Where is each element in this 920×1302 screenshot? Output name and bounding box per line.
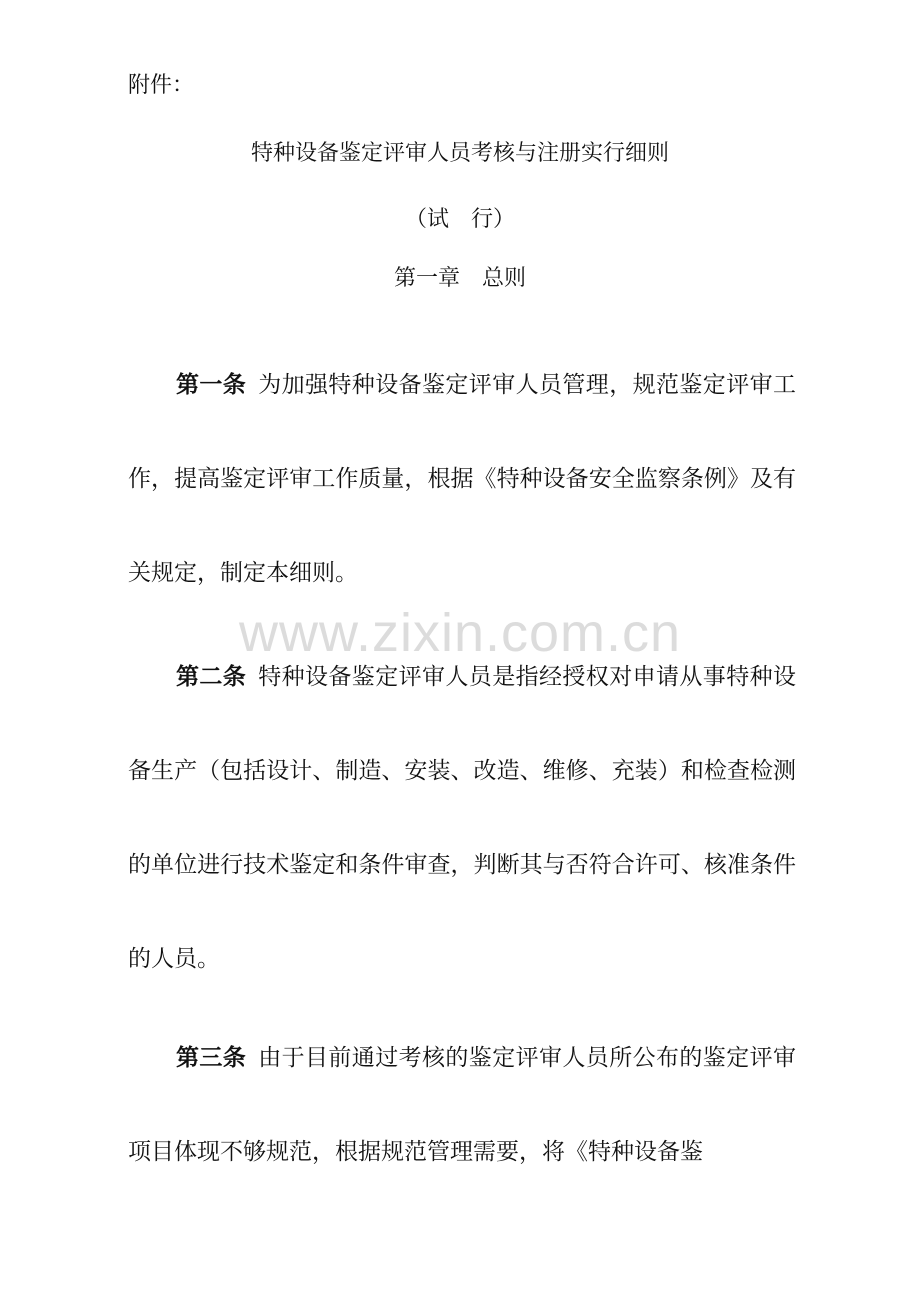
- article-2: [128, 630, 796, 1006]
- article-3: [128, 1011, 796, 1199]
- trial-subtitle: （试 行）: [404, 207, 515, 232]
- article-number: 第三条: [176, 1045, 247, 1071]
- article-text: 为加强特种设备鉴定评审人员管理，规范鉴定评审工作，提高鉴定评审工作质量，根据《特种设备安全监察条例》及有关规定，制定本细则。: [128, 372, 797, 586]
- attachment-label: 附件：: [128, 73, 195, 98]
- article-1: [128, 338, 796, 620]
- article-number: 第二条: [176, 664, 247, 690]
- document-title: 特种设备鉴定评审人员考核与注册实行细则: [250, 141, 669, 166]
- chapter-heading: 第一章 总则: [393, 266, 526, 291]
- watermark: www.zixin.com.cn: [238, 603, 682, 663]
- article-number: 第一条: [176, 372, 247, 398]
- article-text: 特种设备鉴定评审人员是指经授权对申请从事特种设备生产（包括设计、制造、安装、改造、维修、充装）和检查检测的单位进行技术鉴定和条件审查，判断其与否符合许可、核准条件的人员。: [128, 664, 797, 972]
- article-text: 由于目前通过考核的鉴定评审人员所公布的鉴定评审项目体现不够规范，根据规范管理需要，将《特种设备鉴: [128, 1045, 797, 1165]
